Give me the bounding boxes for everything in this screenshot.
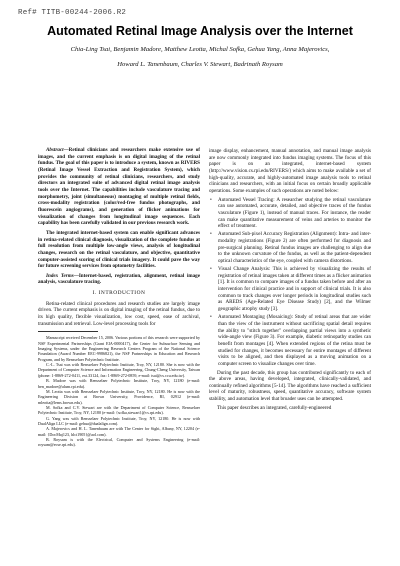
footnote: A. Majerovics and H. L. Tanenbaum are with The Center for Sight, Albany, NY, 12204 (e-mail: {DocMaj123, hlct1905}@aol.com). <box>38 426 200 437</box>
bullet-icon: • <box>210 196 212 203</box>
index-terms-text: —Internet-based, registration, alignment, retinal image analysis, vasculature tracing. <box>38 272 200 286</box>
list-item-text: Automated Vessel Tracing: A researcher studying the retinal vasculature can use automated, accurate, detailed, and objective traces of the fundus vasculature (Figure 1), instead of manual traces. For instance, the reader can make quantitative measurement of veins and arteries to monitor the effect of treatment. <box>218 196 371 230</box>
list-item <box>209 266 371 313</box>
footnote: M. Leotta was with Rensselaer Polytechnic Institute, Troy, NY, 12180. He is now with the Engineering Division at Brown University, Providence, RI, 02912 (e-mail: mleotta@lems.brown.edu). <box>38 388 200 405</box>
list-item-text: Automated Montaging (Mosaicing): Study of retinal areas that are wider than the view of the instrument without sacrificing spatial detail requires the ability to "stitch together" overlapping partial views into a synthetic wide-angle view (Figure 3). For example, diabetic retinopathy studies can benefit from montages [4]. When extended regions of the retina must be studied for changes, it becomes necessary for entire montages of different visits to be aligned, and then displayed as a moving animation on a computer screen to visualize changes over time. <box>218 314 371 367</box>
operations-list <box>209 197 371 368</box>
footnote: G. Yang was with Rensselaer Polytechnic Institute, Troy, NY, 12180. He is now with DualAlign LLC (e-mail: gehua@dualalign.com). <box>38 415 200 426</box>
abstract-paragraph-2: The integrated internet-based system can enable significant advances in retina-related clinical diagnosis, visualization of the complete fundus at full resolution from multiple low-angle views, analysis of longitudinal changes, research on the retinal vasculature, and objective, quantitative computer-assisted scoring of clinical trials imagery. It could pave the way for future screening services from optometry facilities. <box>38 229 200 270</box>
section-heading-introduction: I. INTRODUCTION <box>92 290 146 297</box>
authors-line-2: Howard L. Tanenbaum, Charles V. Stewart, Badrinath Roysam <box>117 61 283 68</box>
footnote: B. Madore was with Rensselaer Polytechnic Institute, Troy, NY, 12180 (e-mail: ben_madore@alum.rpi.edu). <box>38 378 200 389</box>
footnote: B. Roysam is with the Electrical, Computer and Systems Engineering (e-mail: roysam@ecse.rpi.edu). <box>38 436 200 448</box>
index-terms <box>38 273 200 286</box>
list-item <box>209 197 371 230</box>
list-item-text: Visual Change Analysis: This is achieved by visualizing the results of registration of retinal images taken at different times as a flicker animation [1]. It is common to compare images of a fundus taken before and after an intervention for clinical practice and in support of clinical trials. It is also common to track changes over longer periods in longitudinal studies such as AREDS (Age-Related Eye Disease Study) [2], and the Wilmer geographic atrophy study [3]. <box>218 266 371 313</box>
footnote: M. Sofka and C.V. Stewart are with the Department of Computer Science, Rensselaer Polytechnic Institute, Troy, NY, 12180 (e-mail: {sofka,stewart}@cs.rpi.edu). <box>38 404 200 416</box>
footnote: Manuscript received December 15, 2006. Various portions of this research were supported by NSF Experimental Partnerships (Grant EIA-0000417), the Center for Subsurface Sensing and Imaging Systems, under the Engineering Research Centers Program of the National Science Foundation (Award Number EEC-9986821), the NSF Partnerships in Education and Research Program, and by Rensselaer Polytechnic Institute. <box>38 335 200 362</box>
list-item <box>209 231 371 264</box>
abstract-text: —Retinal clinicians and researchers make extensive use of images, and the current emphasis is on digital imaging of the retinal fundus. The goal of this paper is to introduce a system, known as RIVERS (Retinal Image Vessel Extraction and Registration System), which provides the community of retinal clinicians, researchers, and study directors an integrated suite of advanced digital retinal image analysis tools over the Internet. The capabilities include vasculature tracing and morphometry, joint (simultaneous) montaging of multiple retinal fields, cross-modality registration (color/red-free fundus photographs, and fluorescein angiograms), and generation of flicker animations for visualization of changes from longitudinal image sequences. Each capability has been carefully validated in our previous research work. <box>38 147 200 227</box>
abstract <box>38 147 200 227</box>
bullet-icon: • <box>210 314 212 321</box>
body-paragraph: This paper describes an integrated, carefully-engineered <box>217 404 332 411</box>
right-column <box>209 148 371 413</box>
bullet-icon: • <box>210 231 212 238</box>
introduction-paragraph: Retina-related clinical procedures and research studies are largely image driven. The current emphasis is on digital imaging of the retinal fundus, due to its high quality, flexible visualization, low cost, speed, ease of archival, transmission and retrieval. Low-level processing tools for <box>38 300 200 327</box>
author-list <box>40 45 360 69</box>
right-intro-paragraph: image display, enhancement, manual annotation, and manual image analysis are now commonly integrated into fundus imaging systems. The focus of this paper is on an integrated, internet-based system (http://www.vision.cs.rpi.edu/RIVERS/) which aims to make available a set of high-quality, accurate, and highly-automated image analysis tools to retinal clinicians and researchers, with an initial focus on certain broadly applicable operations. Some examples of such operations are noted below: <box>209 148 371 194</box>
list-item <box>209 314 371 367</box>
authors-line-1: Chia-Ling Tsai, Benjamin Madore, Matthew Leotta, Michal Sofka, Gehua Yang, Anna Majerovics, <box>70 46 330 53</box>
abstract-label: Abstract <box>46 147 64 153</box>
footnote-divider <box>38 331 98 332</box>
reference-number: Ref# TITB-00244-2006.R2 <box>18 9 127 17</box>
bullet-icon: • <box>210 266 212 273</box>
left-column <box>38 147 200 448</box>
footnote: C.-L. Tsai was with Rensselaer Polytechnic Institute, Troy, NY, 12180. She is now with the Department of Computer Science and Information Engineering, Chung-Cheng University, Taiwan (phone: 1-8869-272-0411, ext.33124, fax: 1-8869-272-0859, e-mail: tsai@cs.ccu.edu.tw). <box>38 362 200 378</box>
body-paragraph: During the past decade, this group has contributed significantly to each of the above areas, having developed, integrated, clinically-validated, and continually refined algorithms [5-14]. The algorithms have reached a sufficient level of maturity, robustness, speed, quantitative accuracy, software system stability, and automation level that broader uses can be attempted. <box>209 369 371 403</box>
index-terms-label: Index Terms <box>46 272 74 279</box>
paper-title: Automated Retinal Image Analysis over the Internet <box>47 24 353 38</box>
list-item-text: Automated Sub-pixel Accuracy Registration (Alignment): Intra- and inter-modality registrations (Figure 2) are often performed for diagnosis and pre-surgical planning. Retinal fundus images are challenging to align due to the unknown curvature of the fundus, as well as the patient-dependent optical characteristics of the eye, coupled with camera distortions. <box>218 231 371 264</box>
